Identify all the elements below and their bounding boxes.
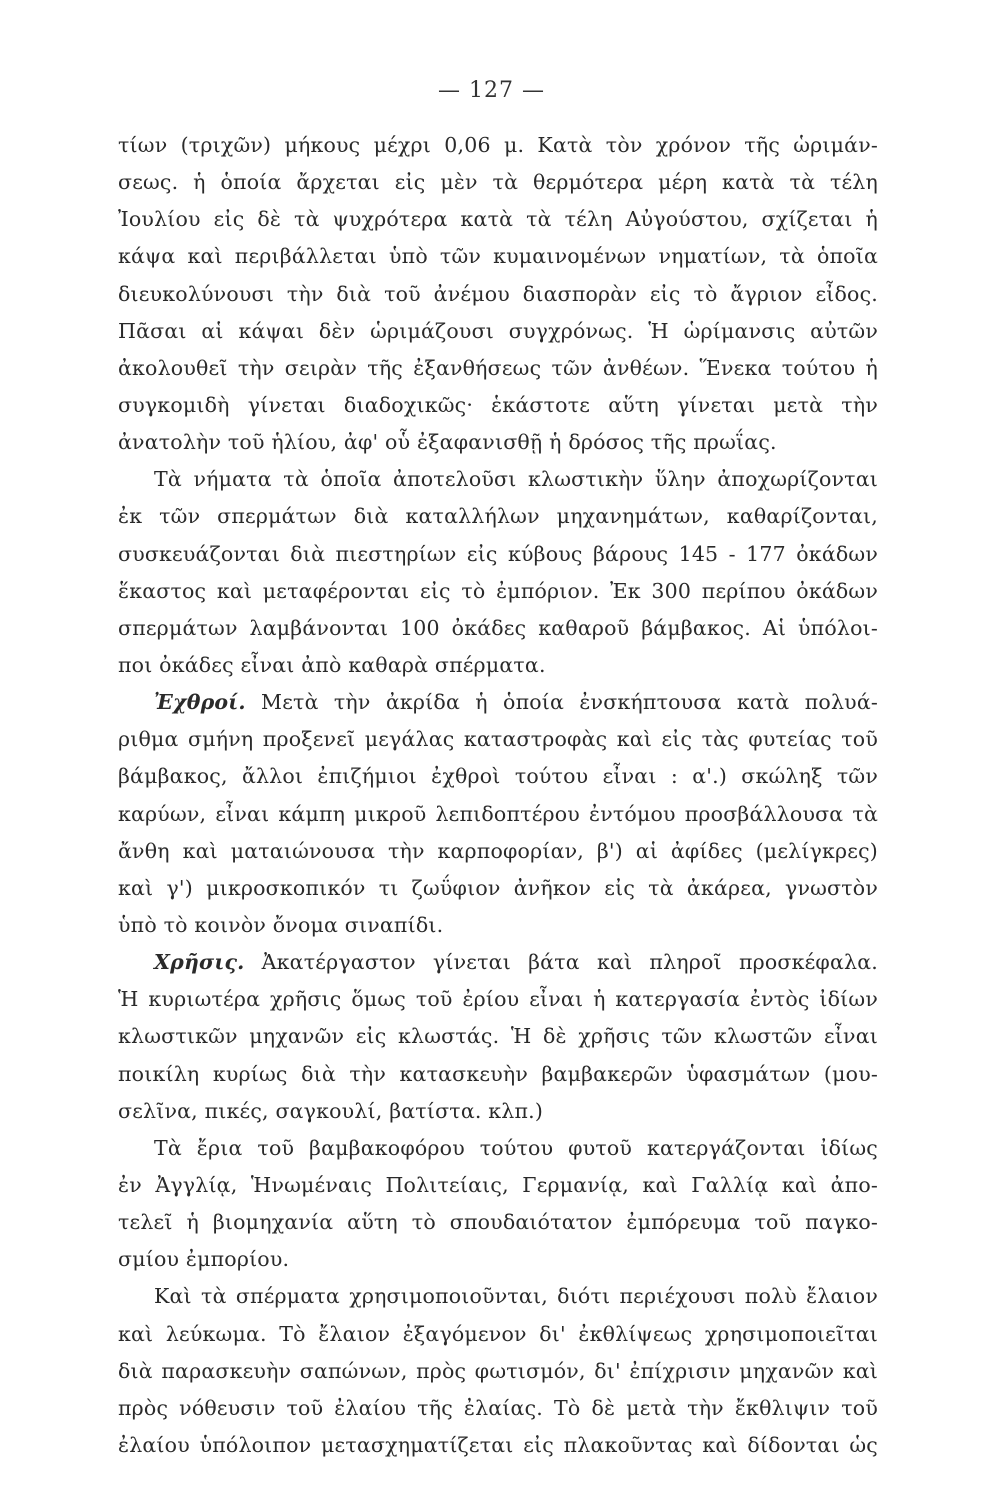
text-line [118, 276, 878, 313]
text-line [118, 1316, 878, 1353]
text-line [118, 647, 878, 684]
line-text: καρύων, εἶναι κάμπη μικροῦ λεπιδοπτέρου ἐντόμου προσβάλλουσα τὰ [118, 801, 878, 826]
text-line [118, 127, 878, 164]
text-line [118, 350, 878, 387]
text-line [118, 573, 878, 610]
line-text: σμίου ἐμπορίου. [118, 1247, 290, 1272]
text-line [118, 758, 878, 795]
line-text: διευκολύνουσι τὴν διὰ τοῦ ἀνέμου διασπορὰν εἰς τὸ ἄγριον εἶδος. [118, 281, 878, 306]
text-line [118, 1018, 878, 1055]
line-text: βάμβακος, ἄλλοι ἐπιζήμιοι ἐχθροὶ τούτου εἶναι : α'.) σκώληξ τῶν [118, 764, 878, 789]
text-line [118, 424, 878, 461]
text-line [118, 870, 878, 907]
body-text [118, 127, 878, 1464]
line-text: ἀνατολὴν τοῦ ἡλίου, ἀφ' οὗ ἐξαφανισθῇ ἡ δρόσος τῆς πρωΐας. [118, 430, 777, 455]
line-text: Ἰουλίου εἰς δὲ τὰ ψυχρότερα κατὰ τὰ τέλη Αὐγούστου, σχίζεται ἡ [118, 207, 878, 232]
line-text: διὰ παρασκευὴν σαπώνων, πρὸς φωτισμόν, δι' ἐπίχρισιν μηχανῶν καὶ [118, 1358, 878, 1383]
text-line [118, 1241, 878, 1278]
text-line [118, 1130, 878, 1167]
line-text: ἐν Ἀγγλίᾳ, Ἡνωμέναις Πολιτείαις, Γερμανίᾳ, καὶ Γαλλίᾳ καὶ ἀπο- [118, 1172, 878, 1197]
line-text: Καὶ τὰ σπέρματα χρησιμοποιοῦνται, διότι περιέχουσι πολὺ ἔλαιον [154, 1284, 878, 1309]
line-text: κλωστικῶν μηχανῶν εἰς κλωστάς. Ἡ δὲ χρῆσις τῶν κλωστῶν εἶναι [118, 1024, 878, 1049]
text-line [118, 201, 878, 238]
text-line [118, 833, 878, 870]
text-line [118, 796, 878, 833]
page-number: — 127 — [438, 78, 545, 103]
line-text: σπερμάτων λαμβάνονται 100 ὀκάδες καθαροῦ βάμβακος. Αἱ ὑπόλοι- [118, 615, 878, 640]
text-line [118, 1167, 878, 1204]
line-text: καὶ λεύκωμα. Τὸ ἔλαιον ἐξαγόμενον δι' ἐκθλίψεως χρησιμοποιεῖται [118, 1321, 878, 1346]
line-text: Πᾶσαι αἱ κάψαι δὲν ὡριμάζουσι συγχρόνως. Ἡ ὡρίμανσις αὐτῶν [118, 318, 878, 343]
line-text: Ἡ κυριωτέρα χρῆσις ὅμως τοῦ ἐρίου εἶναι ἡ κατεργασία ἐντὸς ἰδίων [118, 987, 878, 1012]
line-text: ριθμα σμήνη προξενεῖ μεγάλας καταστροφὰς καὶ εἰς τὰς φυτείας τοῦ [118, 727, 878, 752]
line-text: Ἀκατέργαστον γίνεται βάτα καὶ πληροῖ προσκέφαλα. [244, 950, 878, 975]
line-text: Μετὰ τὴν ἀκρίδα ἡ ὁποία ἐνσκήπτουσα κατὰ πολυά- [245, 690, 878, 715]
text-line [118, 1278, 878, 1315]
line-text: ποι ὀκάδες εἶναι ἀπὸ καθαρὰ σπέρματα. [118, 652, 546, 677]
line-text: συσκευάζονται διὰ πιεστηρίων εἰς κύβους βάρους 145 - 177 ὀκάδων [118, 541, 878, 566]
line-text: ἕκαστος καὶ μεταφέρονται εἰς τὸ ἐμπόριον. Ἐκ 300 περίπου ὀκάδων [118, 578, 878, 603]
line-text: συγκομιδὴ γίνεται διαδοχικῶς· ἑκάστοτε αὕτη γίνεται μετὰ τὴν [118, 392, 878, 417]
text-line [118, 1093, 878, 1130]
text-line [118, 164, 878, 201]
line-text: Τὰ ἔρια τοῦ βαμβακοφόρου τούτου φυτοῦ κατεργάζονται ἰδίως [154, 1135, 878, 1160]
section-heading: Χρῆσις. [154, 950, 245, 975]
text-line [118, 238, 878, 275]
line-text: τελεῖ ἡ βιομηχανία αὕτη τὸ σπουδαιότατον ἐμπόρευμα τοῦ παγκο- [118, 1210, 878, 1235]
line-text: ὑπὸ τὸ κοινὸν ὄνομα σιναπίδι. [118, 912, 444, 937]
line-text: σελῖνα, πικές, σαγκουλί, βατίστα. κλπ.) [118, 1098, 544, 1123]
line-text: σεως. ἡ ὁποία ἄρχεται εἰς μὲν τὰ θερμότερα μέρη κατὰ τὰ τέλη [118, 170, 878, 195]
line-text: τίων (τριχῶν) μήκους μέχρι 0,06 μ. Κατὰ τὸν χρόνον τῆς ὡριμάν- [118, 133, 878, 157]
line-text: ἀκολουθεῖ τὴν σειρὰν τῆς ἐξανθήσεως τῶν ἀνθέων. Ἕνεκα τούτου ἡ [118, 355, 878, 380]
line-text: Τὰ νήματα τὰ ὁποῖα ἀποτελοῦσι κλωστικὴν ὕλην ἀποχωρίζονται [154, 467, 878, 492]
text-line [118, 1353, 878, 1390]
text-line [118, 944, 878, 981]
line-text: ἐκ τῶν σπερμάτων διὰ καταλλήλων μηχανημάτων, καθαρίζονται, [118, 504, 878, 529]
section-heading: Ἐχθροί. [154, 690, 246, 715]
text-line [118, 536, 878, 573]
text-line [118, 1204, 878, 1241]
line-text: καὶ γ') μικροσκοπικόν τι ζωΰφιον ἀνῆκον εἰς τὰ ἀκάρεα, γνωστὸν [118, 875, 878, 900]
text-line [118, 387, 878, 424]
text-line [118, 1056, 878, 1093]
line-text: πρὸς νόθευσιν τοῦ ἐλαίου τῆς ἐλαίας. Τὸ δὲ μετὰ τὴν ἔκθλιψιν τοῦ [118, 1395, 878, 1420]
text-line [118, 610, 878, 647]
text-line [118, 1390, 878, 1427]
text-line [118, 907, 878, 944]
text-line [118, 313, 878, 350]
line-text: ποικίλη κυρίως διὰ τὴν κατασκευὴν βαμβακερῶν ὑφασμάτων (μου- [118, 1061, 878, 1086]
text-line [118, 684, 878, 721]
text-line [118, 1427, 878, 1464]
text-line [118, 498, 878, 535]
text-line [118, 461, 878, 498]
line-text: κάψα καὶ περιβάλλεται ὑπὸ τῶν κυμαινομένων νηματίων, τὰ ὁποῖα [118, 244, 878, 269]
text-line [118, 721, 878, 758]
text-line [118, 981, 878, 1018]
line-text: ἐλαίου ὑπόλοιπον μετασχηματίζεται εἰς πλακοῦντας καὶ δίδονται ὡς [118, 1432, 878, 1457]
line-text: ἄνθη καὶ ματαιώνουσα τὴν καρποφορίαν, β') αἱ ἀφίδες (μελίγκρες) [118, 838, 878, 863]
